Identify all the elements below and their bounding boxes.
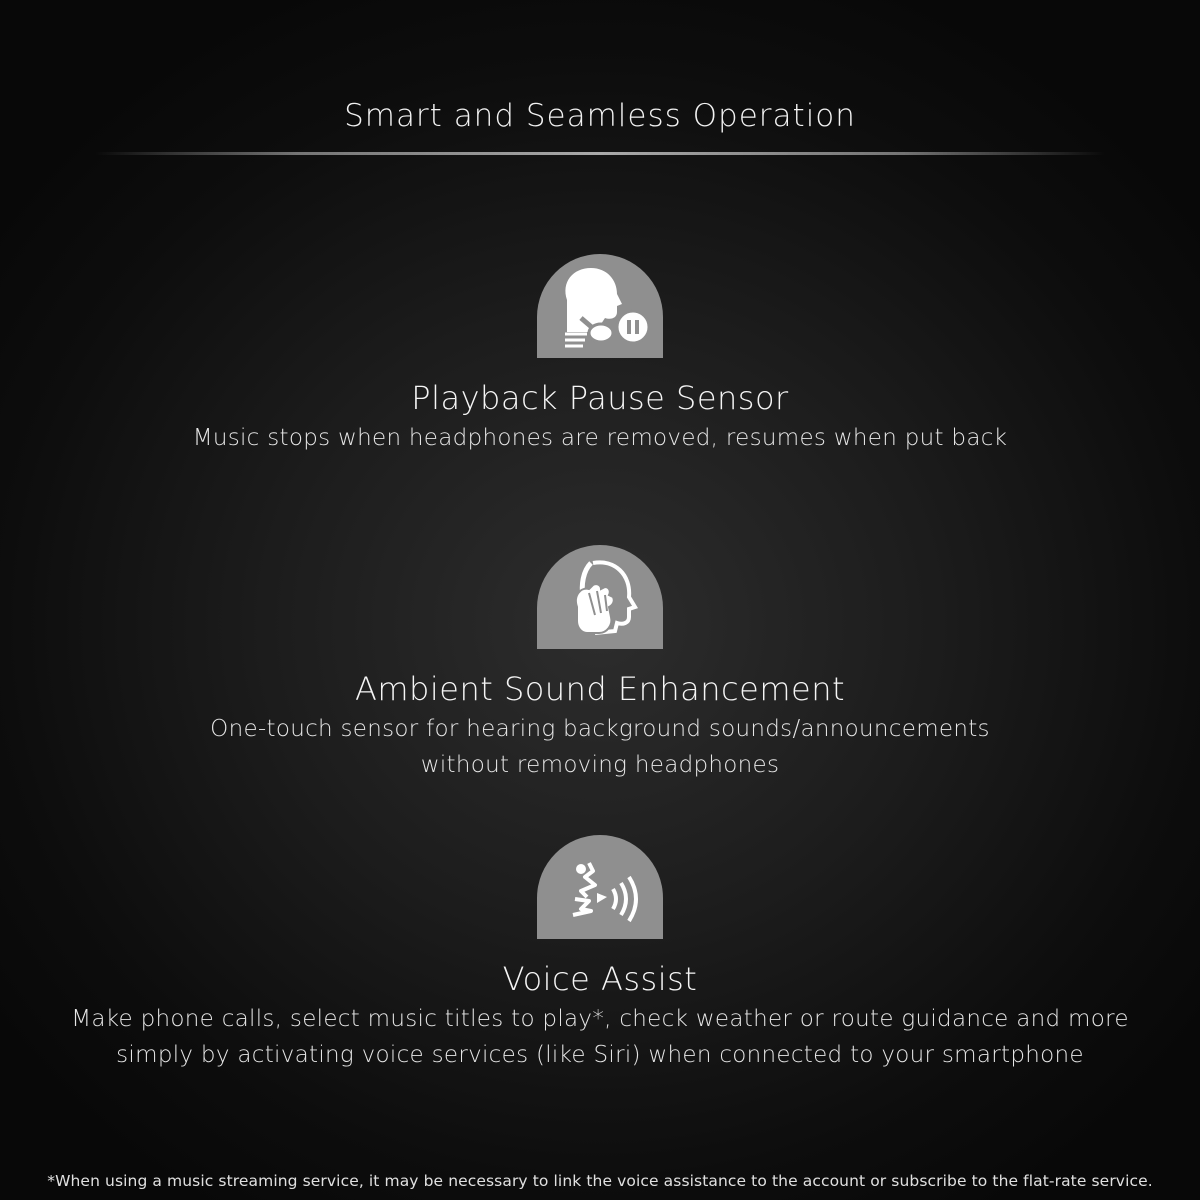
description-line: simply by activating voice services (like Siri) when connected to your smartphone bbox=[116, 1042, 1084, 1068]
feature-voice-assist bbox=[0, 835, 1200, 1073]
description-line: One-touch sensor for hearing background sounds/announcements bbox=[210, 716, 990, 742]
head-pause-icon bbox=[537, 254, 663, 358]
feature-title: Playback Pause Sensor bbox=[411, 379, 789, 417]
title-divider bbox=[95, 152, 1105, 155]
feature-description bbox=[0, 1001, 1200, 1073]
feature-title: Ambient Sound Enhancement bbox=[354, 670, 846, 708]
feature-title: Voice Assist bbox=[502, 960, 698, 998]
feature-description bbox=[0, 420, 1200, 456]
description-line: Music stops when headphones are removed, resumes when put back bbox=[192, 425, 1008, 451]
description-line: Make phone calls, select music titles to play*, check weather or route guidance and more bbox=[71, 1006, 1129, 1032]
footnote: *When using a music streaming service, it may be necessary to link the voice assistance to the account or subscribe to the flat-rate service. bbox=[47, 1172, 1153, 1190]
hand-on-ear-icon bbox=[537, 545, 663, 649]
page-title: Smart and Seamless Operation bbox=[344, 98, 856, 134]
description-line: without removing headphones bbox=[420, 752, 780, 778]
voice-assist-icon bbox=[537, 835, 663, 939]
feature-playback-pause bbox=[0, 254, 1200, 456]
feature-ambient-sound bbox=[0, 545, 1200, 783]
feature-description bbox=[0, 711, 1200, 783]
